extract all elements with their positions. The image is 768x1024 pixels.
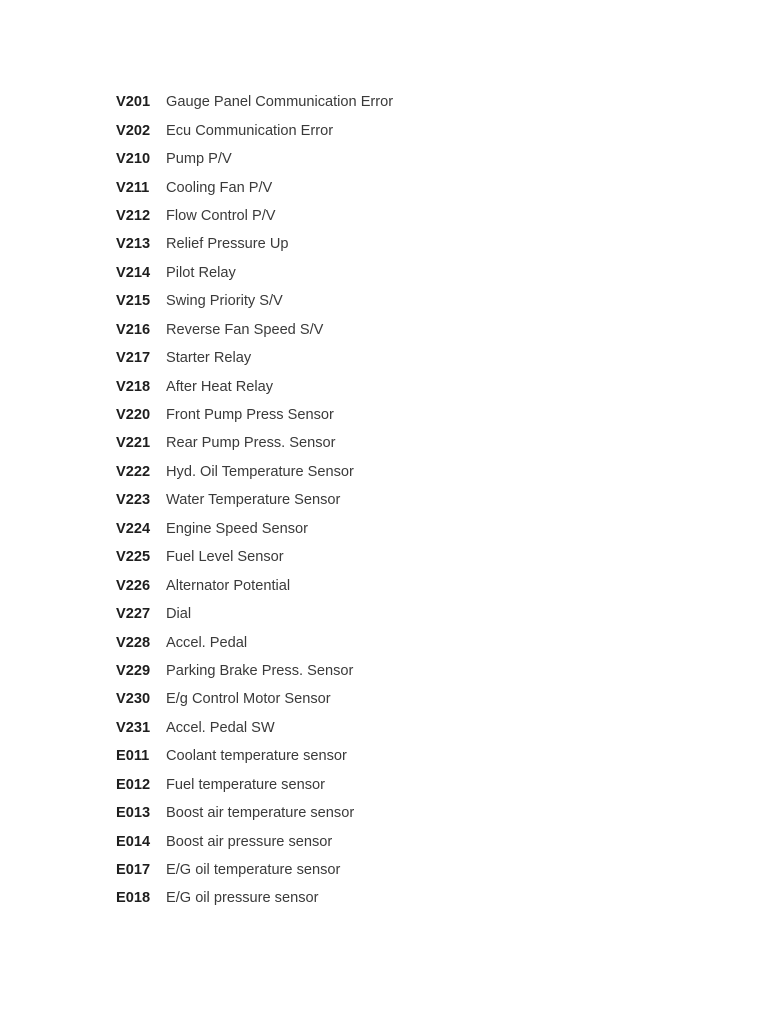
code-v202: V202 (116, 122, 151, 139)
description-e012: Fuel temperature sensor (166, 776, 325, 793)
description-v214: Pilot Relay (166, 264, 236, 281)
code-v210: V210 (116, 151, 151, 168)
code-row-v218 (116, 372, 716, 400)
code-row-v222 (116, 458, 716, 486)
description-v226: Alternator Potential (166, 577, 291, 594)
code-e013: E013 (116, 805, 151, 822)
code-row-e013 (116, 799, 716, 827)
code-row-v215 (116, 287, 716, 315)
code-v226: V226 (116, 577, 151, 594)
description-v228: Accel. Pedal (166, 634, 248, 651)
description-e018: E/G oil pressure sensor (166, 890, 319, 907)
code-row-e012 (116, 771, 716, 799)
code-row-v214 (116, 259, 716, 287)
description-v223: Water Temperature Sensor (166, 492, 341, 509)
description-v229: Parking Brake Press. Sensor (166, 662, 354, 679)
description-v222: Hyd. Oil Temperature Sensor (166, 463, 354, 480)
code-v224: V224 (116, 520, 151, 537)
code-row-v210 (116, 145, 716, 173)
description-e011: Coolant temperature sensor (166, 748, 347, 765)
description-v202: Ecu Communication Error (166, 122, 334, 139)
code-v221: V221 (116, 435, 151, 452)
description-v216: Reverse Fan Speed S/V (166, 321, 324, 338)
code-v211: V211 (116, 179, 150, 196)
code-v217: V217 (116, 350, 151, 367)
code-row-v221 (116, 429, 716, 457)
description-v213: Relief Pressure Up (166, 236, 289, 253)
description-v224: Engine Speed Sensor (166, 520, 308, 537)
code-row-v202 (116, 116, 716, 144)
code-row-v220 (116, 401, 716, 429)
code-v214: V214 (116, 264, 151, 281)
code-row-v228 (116, 628, 716, 656)
code-v231: V231 (116, 719, 151, 736)
code-v220: V220 (116, 407, 151, 424)
code-row-v223 (116, 486, 716, 514)
code-row-e011 (116, 742, 716, 770)
description-v220: Front Pump Press Sensor (166, 407, 334, 424)
code-row-v201 (116, 88, 716, 116)
description-v231: Accel. Pedal SW (166, 719, 275, 736)
error-code-list (116, 88, 716, 913)
description-v217: Starter Relay (166, 350, 252, 367)
code-v212: V212 (116, 207, 151, 224)
code-v218: V218 (116, 378, 151, 395)
code-v228: V228 (116, 634, 151, 651)
code-v216: V216 (116, 321, 151, 338)
code-row-e018 (116, 884, 716, 912)
description-v218: After Heat Relay (166, 378, 274, 395)
code-v227: V227 (116, 606, 151, 623)
description-e013: Boost air temperature sensor (166, 805, 355, 822)
code-row-v225 (116, 543, 716, 571)
code-row-v213 (116, 230, 716, 258)
code-v215: V215 (116, 293, 151, 310)
code-e017: E017 (116, 862, 151, 879)
description-v230: E/g Control Motor Sensor (166, 691, 331, 708)
code-v225: V225 (116, 549, 151, 566)
code-row-v212 (116, 202, 716, 230)
description-v225: Fuel Level Sensor (166, 549, 284, 566)
description-v227: Dial (166, 606, 192, 623)
code-e014: E014 (116, 833, 151, 850)
code-row-e014 (116, 827, 716, 855)
code-row-v216 (116, 316, 716, 344)
code-e012: E012 (116, 776, 151, 793)
code-v223: V223 (116, 492, 151, 509)
code-row-v230 (116, 685, 716, 713)
code-row-v227 (116, 600, 716, 628)
description-v201: Gauge Panel Communication Error (166, 94, 394, 111)
code-e011: E011 (116, 748, 150, 765)
code-e018: E018 (116, 890, 151, 907)
code-v222: V222 (116, 463, 151, 480)
description-v215: Swing Priority S/V (166, 293, 283, 310)
code-v230: V230 (116, 691, 151, 708)
code-v229: V229 (116, 662, 151, 679)
description-v221: Rear Pump Press. Sensor (166, 435, 336, 452)
code-v213: V213 (116, 236, 151, 253)
description-v210: Pump P/V (166, 151, 232, 168)
code-row-e017 (116, 856, 716, 884)
code-row-v226 (116, 571, 716, 599)
code-row-v229 (116, 657, 716, 685)
code-row-v217 (116, 344, 716, 372)
description-v212: Flow Control P/V (166, 207, 276, 224)
code-v201: V201 (116, 94, 151, 111)
code-row-v211 (116, 173, 716, 201)
description-e014: Boost air pressure sensor (166, 833, 333, 850)
code-row-v224 (116, 515, 716, 543)
description-v211: Cooling Fan P/V (166, 179, 273, 196)
code-row-v231 (116, 714, 716, 742)
description-e017: E/G oil temperature sensor (166, 862, 341, 879)
